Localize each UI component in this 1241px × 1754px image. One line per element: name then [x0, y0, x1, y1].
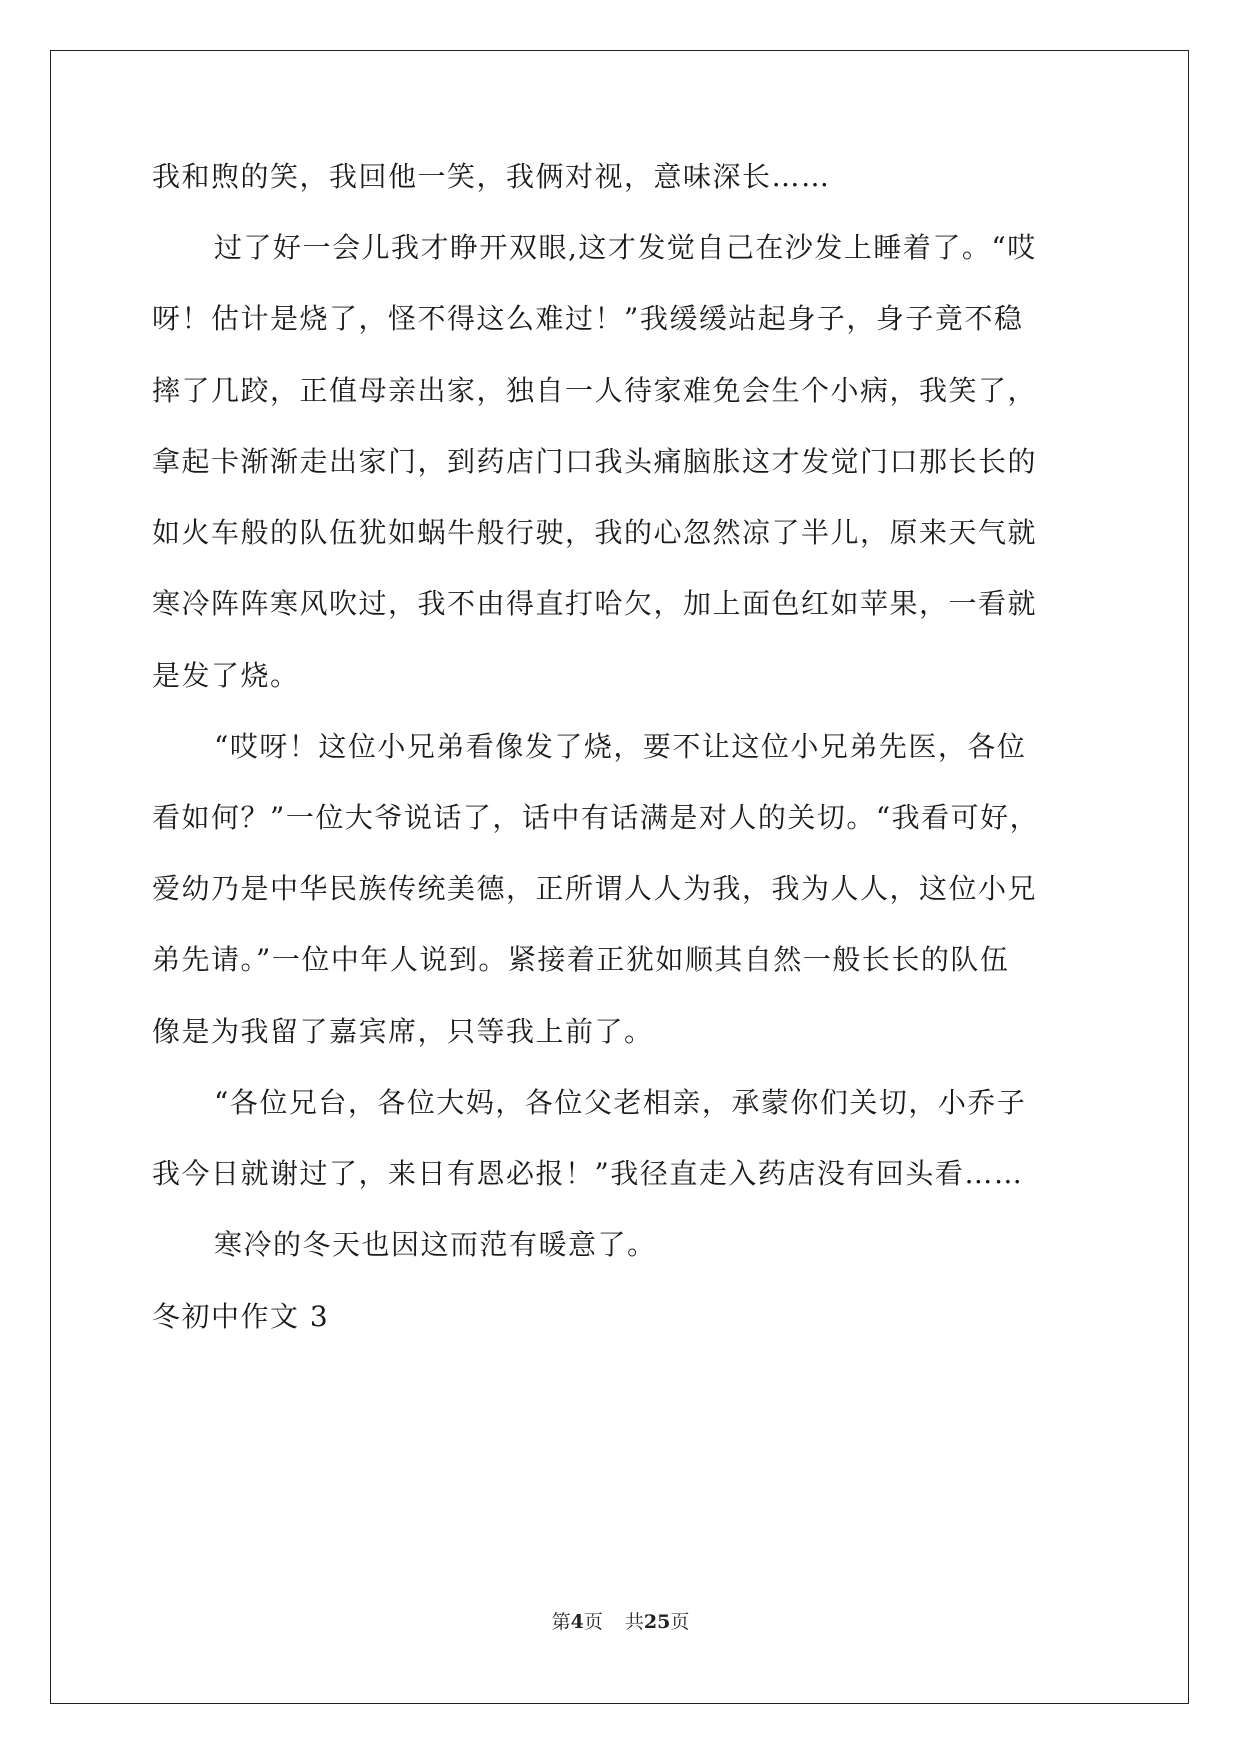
total-suffix: 页	[670, 1611, 690, 1633]
paragraph-2-line-1: 过了好一会儿我才睁开双眼,这才发觉自己在沙发上睡着了。“哎	[214, 231, 1037, 264]
page-footer	[0, 1610, 1241, 1634]
paragraph-3-line-2: 看如何？”一位大爷说话了，话中有话满是对人的关切。“我看可好，	[152, 801, 1040, 834]
total-pages: 25	[643, 1611, 671, 1633]
paragraph-2-line-4: 拿起卡渐渐走出家门，到药店门口我头痛脑胀这才发觉门口那长长的	[152, 445, 1038, 478]
paragraph-2-line-5: 如火车般的队伍犹如蜗牛般行驶，我的心忽然凉了半儿，原来天气就	[152, 516, 1038, 549]
paragraph-2-line-7: 是发了烧。	[152, 659, 300, 692]
paragraph-3-line-4: 弟先请。”一位中年人说到。紧接着正犹如顺其自然一般长长的队伍	[152, 943, 1010, 976]
page-suffix: 页	[583, 1611, 603, 1633]
paragraph-2-line-6: 寒冷阵阵寒风吹过，我不由得直打哈欠，加上面色红如苹果，一看就	[152, 587, 1038, 620]
paragraph-4-line-2: 我今日就谢过了，来日有恩必报！”我径直走入药店没有回头看……	[152, 1157, 1024, 1190]
paragraph-5-line-1: 寒冷的冬天也因这而范有暖意了。	[214, 1228, 657, 1261]
paragraph-2-line-3: 摔了几跤，正值母亲出家，独自一人待家难免会生个小病，我笑了，	[152, 374, 1038, 407]
section-heading: 冬初中作文 3	[152, 1300, 330, 1333]
paragraph-2-line-2: 呀！估计是烧了，怪不得这么难过！”我缓缓站起身子，身子竟不稳	[152, 302, 1024, 335]
page-prefix: 第	[551, 1611, 571, 1633]
total-prefix: 共	[624, 1611, 644, 1633]
paragraph-3-line-5: 像是为我留了嘉宾席，只等我上前了。	[152, 1015, 654, 1048]
paragraph-3-line-3: 爱幼乃是中华民族传统美德，正所谓人人为我，我为人人，这位小兄	[152, 872, 1038, 905]
page-number: 4	[570, 1611, 584, 1633]
paragraph-1-line-1: 我和煦的笑，我回他一笑，我俩对视，意味深长……	[152, 160, 831, 193]
paragraph-4-line-1: “各位兄台，各位大妈，各位父老相亲，承蒙你们关切，小乔子	[214, 1086, 1027, 1119]
paragraph-3-line-1: “哎呀！这位小兄弟看像发了烧，要不让这位小兄弟先医，各位	[214, 730, 1027, 763]
